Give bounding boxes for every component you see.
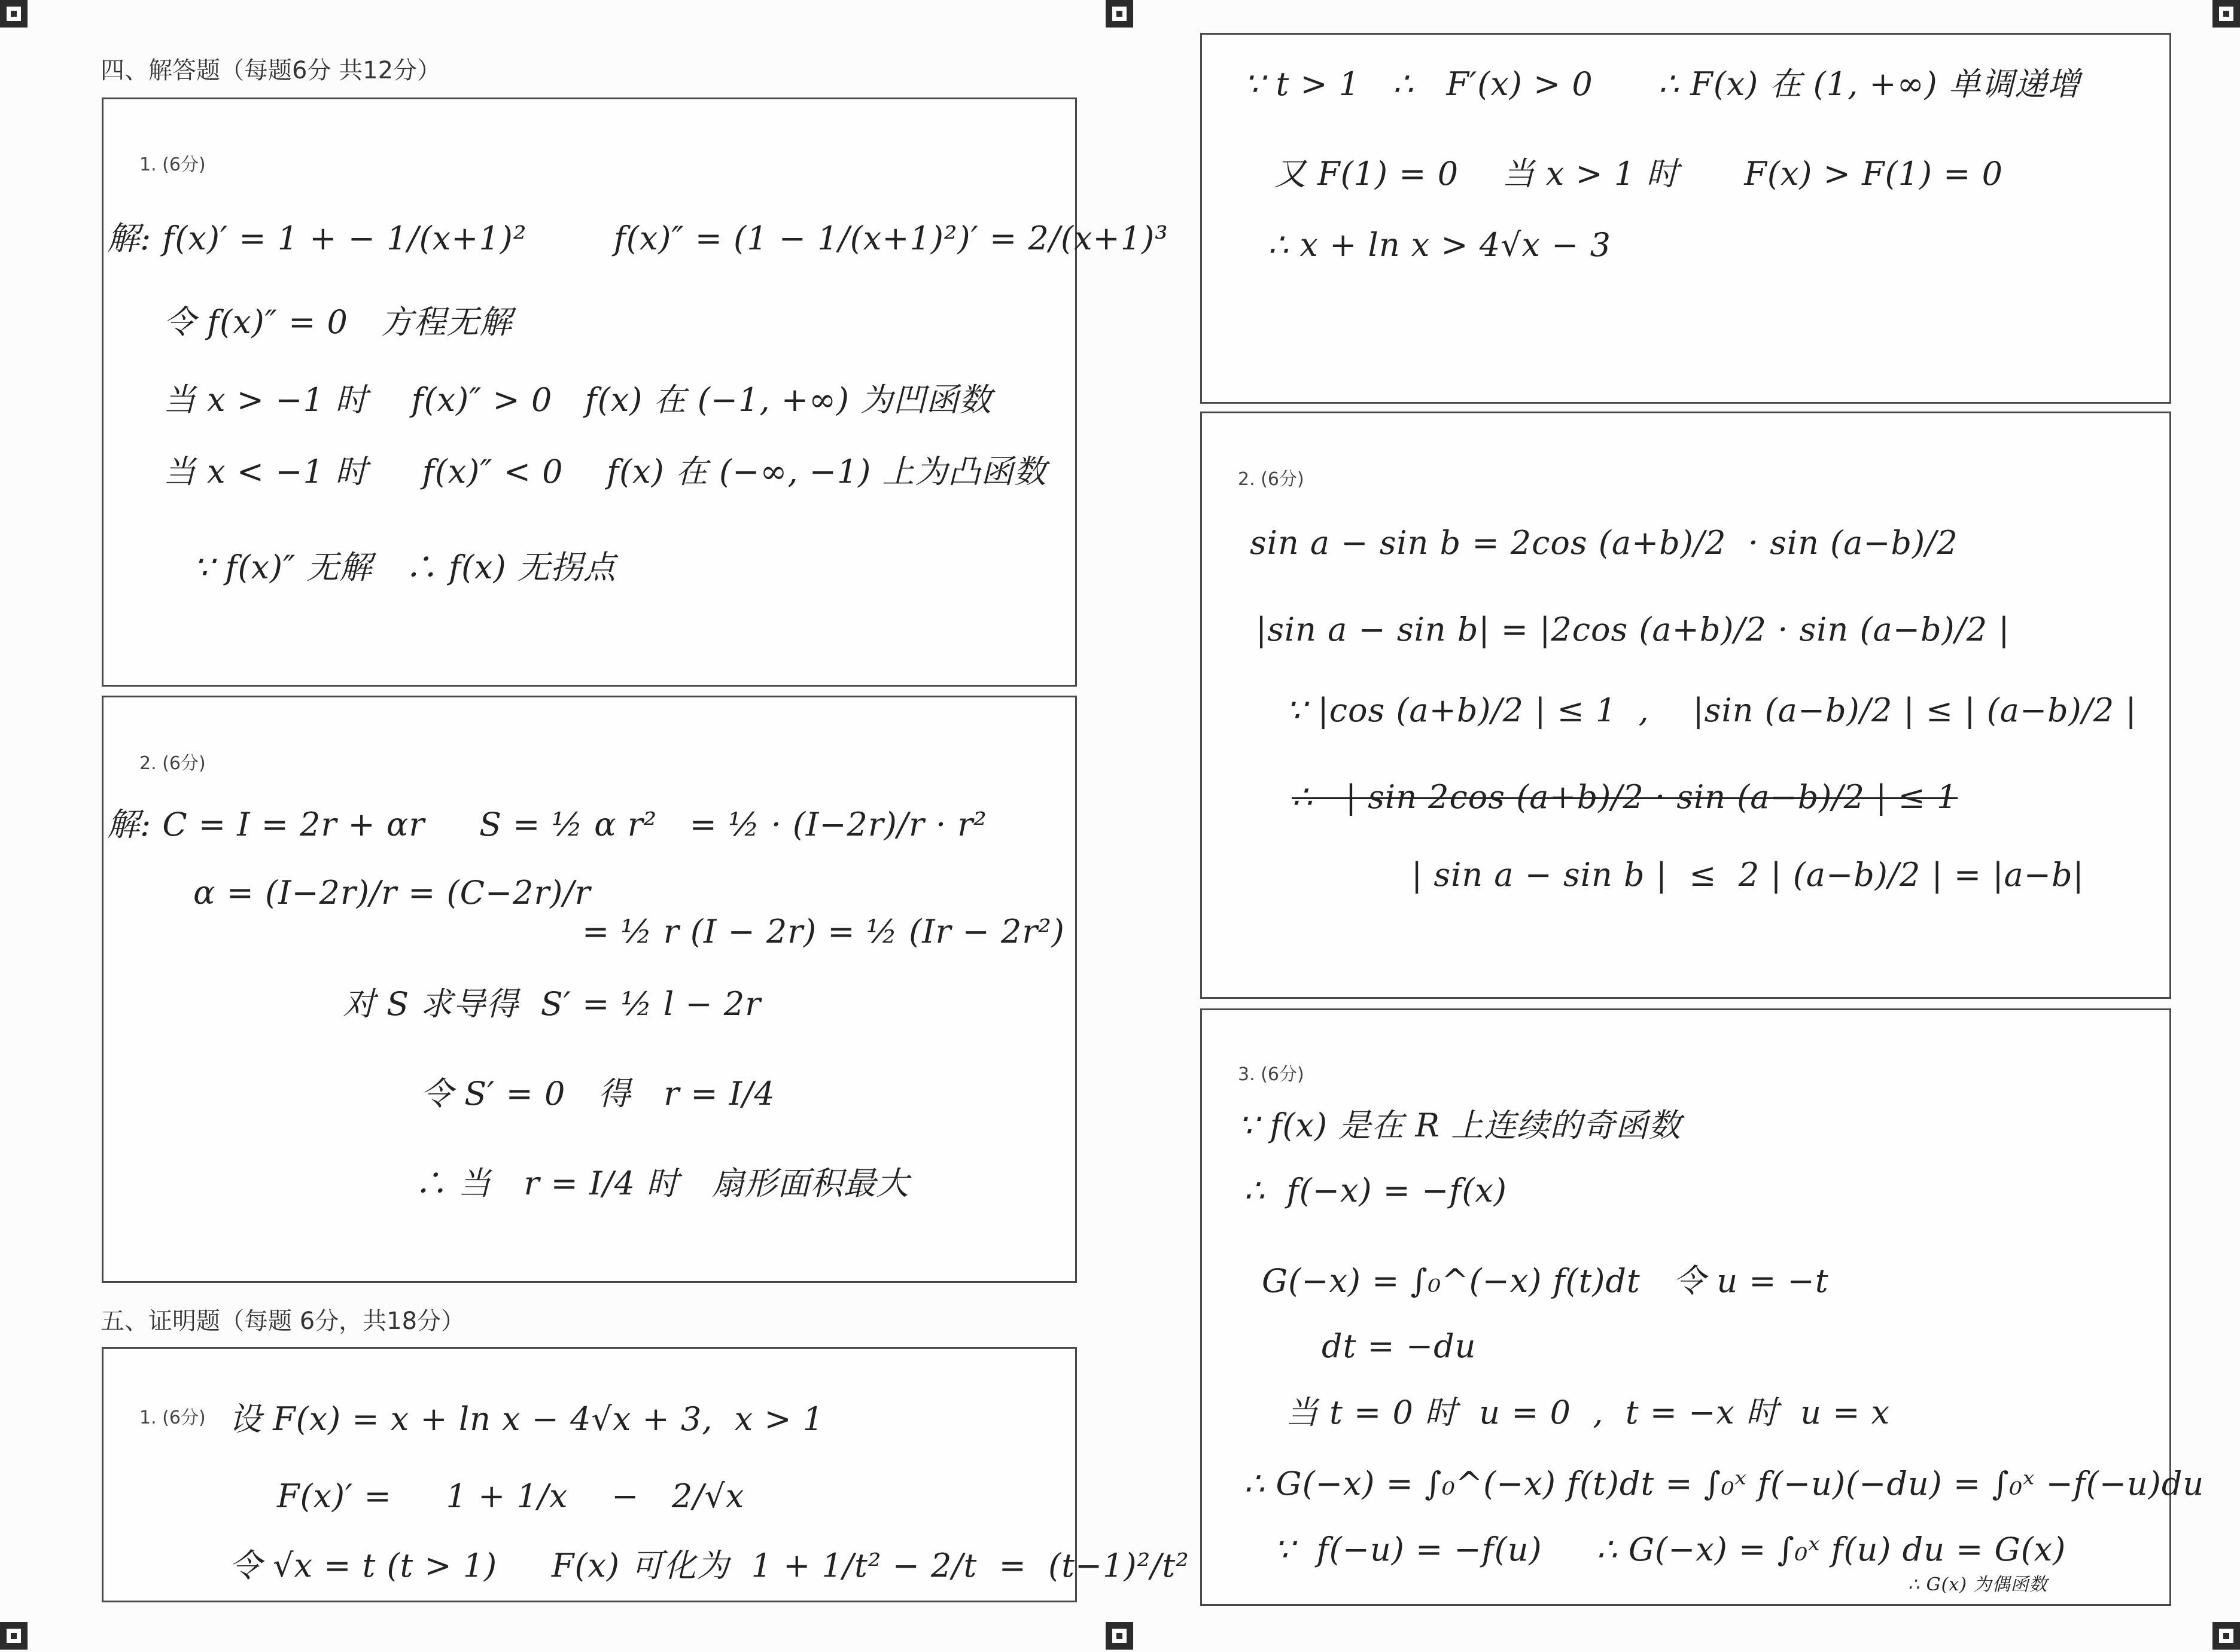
question-label: 2. (6分) bbox=[139, 753, 206, 774]
handwriting-line: ∵ f(x)″ 无解 ∴ f(x) 无拐点 bbox=[193, 548, 616, 586]
handwriting-line: F(x)′ = 1 + 1/x − 2/√x bbox=[277, 1477, 745, 1515]
handwriting-line: ∴ f(−x) = −f(x) bbox=[1244, 1172, 1507, 1209]
handwriting-line: 令 S′ = 0 得 r = I/4 bbox=[421, 1075, 775, 1112]
handwriting-line: 当 x < −1 时 f(x)″ < 0 f(x) 在 (−∞, −1) 上为凸函数 bbox=[163, 453, 1047, 490]
answer-box-q1[interactable] bbox=[102, 97, 1168, 687]
handwriting-line: ∵ t > 1 ∴ F′(x) > 0 ∴ F(x) 在 (1, +∞) 单调递增 bbox=[1244, 65, 2080, 103]
handwriting-line: ∴ x + ln x > 4√x − 3 bbox=[1268, 226, 1611, 264]
question-label: 2. (6分) bbox=[1238, 469, 1304, 490]
handwriting-line: ∴ G(−x) = ∫₀^(−x) f(t)dt = ∫₀ˣ f(−u)(−du) = ∫₀ˣ −f(−u)du bbox=[1244, 1465, 2205, 1502]
handwriting-line: 当 x > −1 时 f(x)″ > 0 f(x) 在 (−1, +∞) 为凹函数 bbox=[163, 381, 993, 419]
answer-box-proof-3[interactable] bbox=[1200, 1008, 2205, 1606]
handwriting-line: ∴ 当 r = I/4 时 扇形面积最大 bbox=[415, 1165, 909, 1202]
handwriting-line: dt = −du bbox=[1322, 1327, 1477, 1365]
handwriting-line: ∵ f(−u) = −f(u) ∴ G(−x) = ∫₀ˣ f(u) du = G(x) bbox=[1274, 1531, 2066, 1568]
handwriting-line: α = (I−2r)/r = (C−2r)/r bbox=[193, 874, 591, 912]
handwriting-line: ∵ |cos (a+b)/2 | ≤ 1 , |sin (a−b)/2 | ≤ | (a−b)/2 | bbox=[1286, 691, 2137, 729]
fiducial-marker-bottom-right bbox=[2212, 1622, 2240, 1650]
handwriting-line: sin a − sin b = 2cos (a+b)/2 · sin (a−b)/2 bbox=[1250, 524, 1958, 562]
handwriting-note: ∴ G(x) 为偶函数 bbox=[1908, 1574, 2048, 1595]
handwriting-line: 解: C = I = 2r + αr S = ½ α r² = ½ · (I−2r)/r · r² bbox=[107, 806, 987, 843]
section-5-title: 五、证明题（每题 6分，共18分） bbox=[101, 1307, 465, 1335]
question-label: 3. (6分) bbox=[1238, 1064, 1304, 1085]
answer-box-q2[interactable] bbox=[102, 696, 1077, 1283]
handwriting-line: ∵ f(x) 是在 R 上连续的奇函数 bbox=[1238, 1107, 1682, 1144]
fiducial-marker-bottom-left bbox=[0, 1622, 28, 1650]
question-label: 1. (6分) bbox=[139, 1407, 206, 1428]
handwriting-line: 设 F(x) = x + ln x − 4√x + 3, x > 1 bbox=[229, 1400, 824, 1438]
answer-box-proof-1-continued[interactable] bbox=[1200, 33, 2171, 404]
handwriting-line: 又 F(1) = 0 当 x > 1 时 F(x) > F(1) = 0 bbox=[1274, 155, 2003, 193]
handwriting-line: |sin a − sin b| = |2cos (a+b)/2 · sin (a−b)/2 | bbox=[1256, 611, 2010, 648]
answer-box-proof-2[interactable] bbox=[1200, 412, 2171, 999]
handwriting-line: 令 f(x)″ = 0 方程无解 bbox=[163, 303, 513, 341]
handwriting-line: 解: f(x)′ = 1 + − 1/(x+1)² f(x)″ = (1 − 1/(x+1)²)′ = 2/(x+1)³ bbox=[107, 220, 1168, 257]
handwriting-line: 对 S 求导得 S′ = ½ l − 2r bbox=[343, 985, 762, 1023]
fiducial-marker-top-left bbox=[0, 0, 28, 28]
fiducial-marker-bottom-center bbox=[1106, 1622, 1133, 1650]
handwriting-line: 当 t = 0 时 u = 0 , t = −x 时 u = x bbox=[1286, 1394, 1891, 1431]
fiducial-marker-top-center bbox=[1106, 0, 1133, 28]
fiducial-marker-top-right bbox=[2212, 0, 2240, 28]
handwriting-line: = ½ r (I − 2r) = ½ (Ir − 2r²) bbox=[582, 913, 1065, 950]
handwriting-line: | sin a − sin b | ≤ 2 | (a−b)/2 | = |a−b| bbox=[1411, 856, 2084, 894]
section-4-title: 四、解答题（每题6分 共12分） bbox=[101, 57, 442, 84]
handwriting-line: 令 √x = t (t > 1) F(x) 可化为 1 + 1/t² − 2/t = (t−1)²/t² bbox=[229, 1547, 1189, 1584]
handwriting-line: G(−x) = ∫₀^(−x) f(t)dt 令 u = −t bbox=[1262, 1262, 1829, 1300]
answer-box-proof-1[interactable] bbox=[102, 1347, 1189, 1602]
question-label: 1. (6分) bbox=[139, 154, 206, 175]
handwriting-line-struck: ∴ | sin 2cos (a+b)/2 · sin (a−b)/2 | ≤ 1 bbox=[1292, 778, 1958, 816]
